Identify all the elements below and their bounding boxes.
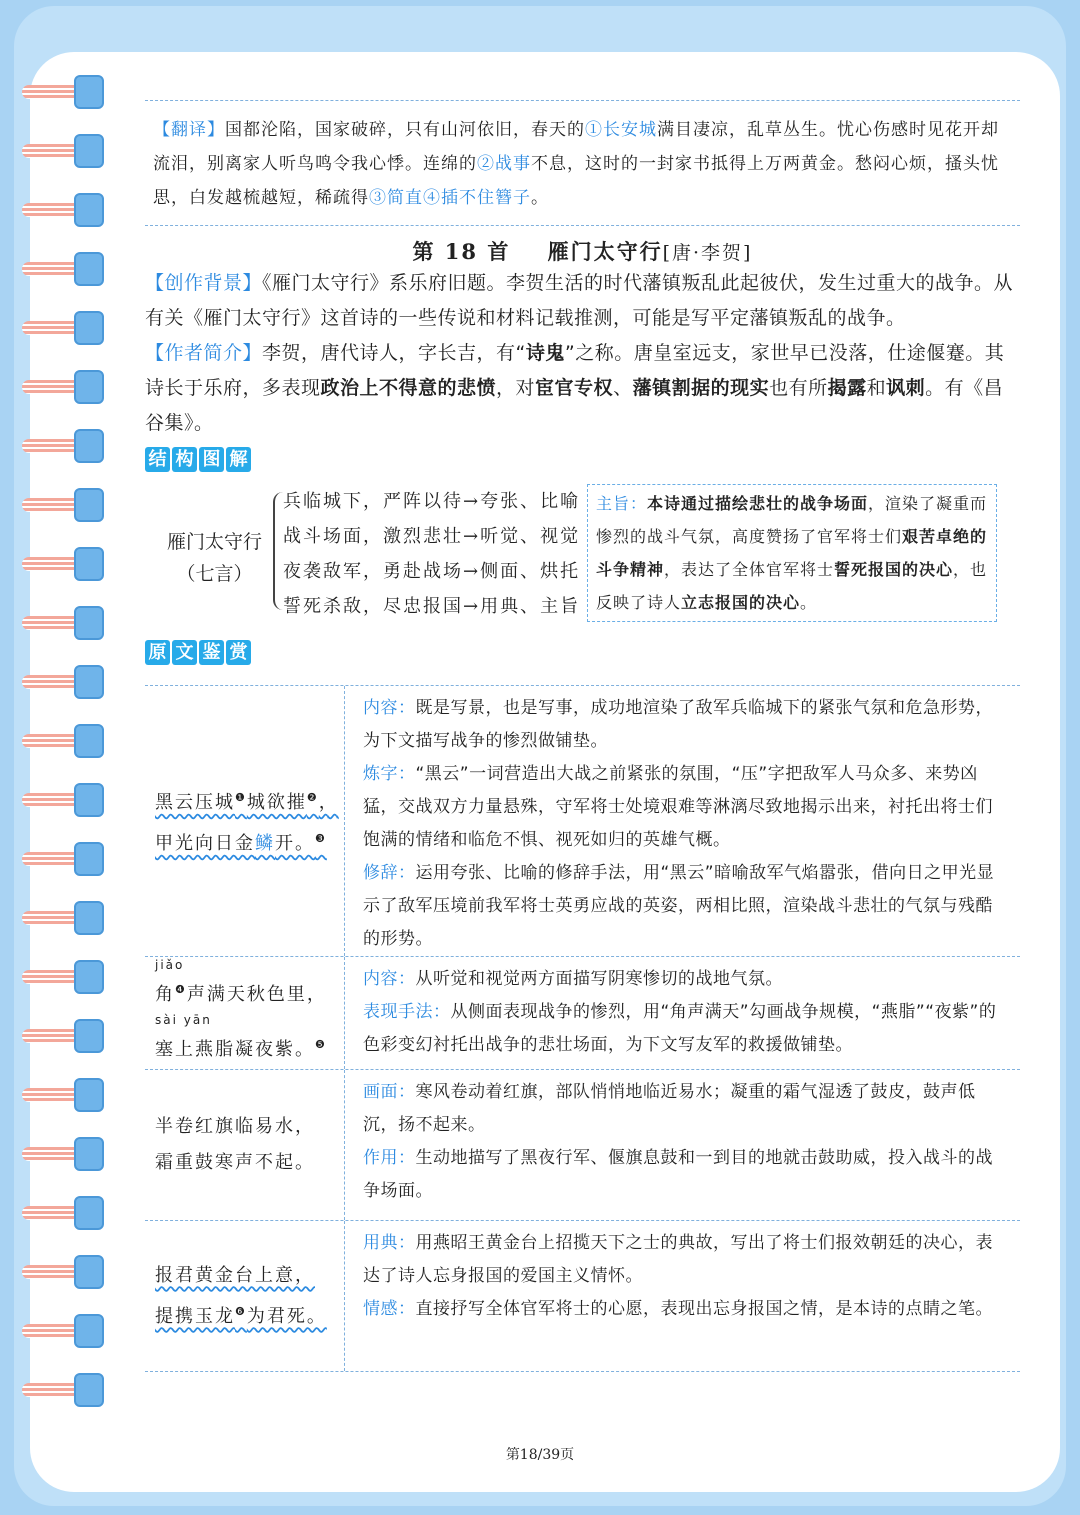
author-bold: 揭露 [827,377,867,399]
author-bold: 诗鬼 [525,342,565,364]
author-text: 。有《昌谷集》。 [145,377,1004,434]
verse-line [155,958,344,1013]
binding-ring [22,134,112,168]
verse-line: 霜重鼓寒声不起。 [155,1152,315,1173]
section-heading-structure [145,447,253,472]
verse-text: 为君死。 [246,1305,327,1327]
author-text: 、 [613,377,633,399]
spiral-binding [22,70,112,1490]
binding-ring [22,429,112,463]
footnote-mark: ❹ [175,983,187,996]
binding-ring [22,1078,112,1112]
author-bold: 宦官专权 [535,377,614,399]
footnote-mark: ❶ [235,791,247,804]
note-item [363,963,1010,996]
author-text: 和 [866,377,887,399]
theme-text: ，渲染了凝重而惨烈的战斗气氛，高度赞扬了官军将士们 [596,494,988,546]
translation-tag: 【翻译】 [153,120,225,140]
binding-ring [22,1019,112,1053]
verse-text: ， [318,792,339,813]
verse-line [155,1294,344,1335]
translation-note: ①长安城 [585,120,657,140]
binding-ring [22,547,112,581]
binding-ring [22,311,112,345]
binding-ring [22,783,112,817]
theme-text: ，表达了全体官军将士 [664,560,835,579]
note-tag: 内容： [363,969,416,989]
theme-bold: 誓死报国的决心 [834,560,954,579]
binding-ring [22,193,112,227]
heading-char: 结 [145,447,170,472]
note-text: 用燕昭王黄金台上招揽天下之士的典故，写出了将士们报效朝廷的决心，表达了诗人忘身报国的爱国主义情怀。 [363,1233,993,1286]
structure-line: 誓死杀敌，尽忠报国→用典、主旨 [283,596,581,617]
ring-hole [74,311,104,345]
appreciation-row [145,957,1020,1070]
appreciation-row [145,1221,1020,1372]
author-text: 也有所 [769,377,828,399]
author-text: ，对 [496,377,536,399]
verse-line [155,821,344,862]
heading-char: 图 [199,447,224,472]
author-text: ”之称。唐皇室远支，家世早已没落，仕途偃蹇。其诗长于乐府，多表现 [145,342,1005,399]
ring-hole [74,842,104,876]
structure-diagram [145,484,1020,634]
verse-cell [145,1070,345,1220]
ring-hole [74,783,104,817]
verse-cell [145,686,345,956]
verse-text: 甲光向日金 [155,833,255,854]
verse-cell [145,1221,345,1371]
author-tag: 【作者简介】 [145,342,263,364]
ring-hole [74,1078,104,1112]
ring-hole [74,1196,104,1230]
ring-hole [74,193,104,227]
translation-block [145,101,1020,225]
structure-line: 夜袭敌军，勇赴战场→侧面、烘托 [283,561,581,582]
binding-ring [22,901,112,935]
note-tag: 修辞： [363,863,416,883]
heading-char: 赏 [226,640,251,665]
note-item [363,1227,1010,1293]
ring-hole [74,665,104,699]
ring-hole [74,488,104,522]
translation-note: ②战事 [477,154,531,174]
theme-text: 。 [800,593,818,612]
structure-line: 战斗场面，激烈悲壮→听觉、视觉 [283,526,581,547]
appreciation-row [145,1070,1020,1221]
background-tag: 【创作背景】 [145,272,263,294]
theme-bold: 立志报国的决心 [681,593,801,612]
section-heading-appreciation [145,640,253,665]
poem-name: 雁门太守行 [547,239,663,264]
poem-title [145,236,1020,266]
ring-hole [74,606,104,640]
translation-text: 不息，这时的一封家书抵得上万两黄金。愁闷心烦，搔头忧思，白发越梳越短，稀疏得 [153,154,999,208]
binding-ring [22,252,112,286]
ring-hole [74,1255,104,1289]
ring-hole [74,429,104,463]
binding-ring [22,370,112,404]
page-number: 第18/39页 [505,1447,575,1463]
note-item [363,692,1010,758]
note-tag: 画面： [363,1082,416,1102]
divider [145,225,1020,226]
binding-ring [22,606,112,640]
note-text: 运用夸张、比喻的修辞手法，用“黑云”暗喻敌军气焰嚣张，借向日之甲光显示了敌军压境前我军将士英勇应战的英姿，两相比照，渲染战斗悲壮的气氛与残酷的形势。 [363,863,995,949]
page-content [145,100,1020,1372]
binding-ring [22,1196,112,1230]
ring-hole [74,547,104,581]
ring-hole [74,1373,104,1407]
pinyin: jiǎo [155,958,185,972]
translation-note: ③简直④插不住簪子 [369,188,531,208]
notes-cell [345,1070,1020,1220]
notes-cell [345,1221,1020,1371]
binding-ring [22,665,112,699]
note-text: 寒风卷动着红旗，部队悄悄地临近易水；凝重的霜气湿透了鼓皮，鼓声低沉，扬不起来。 [363,1082,976,1135]
binding-ring [22,1255,112,1289]
translation-text: 满目凄凉，乱草丛生。忧心伤感时见花开却流泪，别离家人听鸟鸣令我心悸。连绵的 [153,120,999,174]
note-tag: 情感： [363,1299,416,1319]
footnote-mark: ❸ [315,832,327,845]
verse-text: 塞上燕脂凝夜紫。 [155,1039,315,1060]
footnote-mark: ❻ [235,1304,247,1318]
heading-char: 原 [145,640,170,665]
background-paragraph [145,266,1020,336]
verse-text: 声满天秋色里， [186,984,327,1005]
author-text: 李贺，唐代诗人，字长吉，有“ [262,342,526,364]
binding-ring [22,960,112,994]
author-bold: 政治上不得意的悲愤 [320,377,497,399]
heading-char: 文 [172,640,197,665]
note-text: 从听觉和视觉两方面描写阴寒惨切的战地气氛。 [415,969,783,989]
ring-hole [74,724,104,758]
theme-tag: 主旨： [596,494,648,513]
binding-ring [22,75,112,109]
note-text: 直接抒写全体官军将士的心愿，表现出忘身报国之情，是本诗的点睛之笔。 [415,1299,993,1319]
note-item [363,758,1010,857]
structure-line: 兵临城下，严阵以待→夸张、比喻 [283,491,581,512]
note-text: 既是写景，也是写事，成功地渲染了敌军兵临城下的紧张气氛和危急形势，为下文描写战争的惨烈做铺垫。 [363,698,993,751]
ring-hole [74,1019,104,1053]
verse-cell [145,957,345,1069]
structure-lines [283,484,580,624]
note-tag: 内容： [363,698,416,718]
heading-char: 解 [226,447,251,472]
author-bold: 讽刺 [886,377,926,399]
structure-poem-name [167,526,262,590]
background-text: 《雁门太守行》系乐府旧题。李贺生活的时代藩镇叛乱此起彼伏，发生过重大的战争。从有关《雁门太守行》这首诗的一些传说和材料记载推测，可能是写平定藩镇叛乱的战争。 [145,272,1014,329]
verse-text: 城欲摧 [246,792,307,813]
binding-ring [22,1314,112,1348]
note-item [363,857,1010,956]
translation-text: 国都沦陷，国家破碎，只有山河依旧，春天的 [225,120,585,140]
ring-hole [74,134,104,168]
notes-cell [345,957,1020,1069]
verse-text: 角 [155,984,175,1005]
brace [273,492,283,610]
ring-hole [74,901,104,935]
appreciation-row [145,686,1020,957]
verse-text: 提携玉龙 [155,1305,235,1327]
footnote-mark: ❷ [306,791,319,804]
heading-char: 鉴 [199,640,224,665]
ring-hole [74,960,104,994]
note-item [363,1142,1010,1208]
note-item [363,996,1010,1062]
verse-text: 黑云压城 [155,792,235,813]
note-tag: 用典： [363,1233,416,1253]
theme-box [587,484,997,622]
pinyin: sài yān [155,1013,212,1027]
note-tag: 表现手法： [363,1002,451,1022]
verse-keyword: 鳞 [255,833,275,854]
note-text: 从侧面表现战争的惨烈，用“角声满天”勾画战争规模，“燕脂”“夜紫”的色彩变幻衬托出战争的悲壮场面，为下文写友军的救援做铺垫。 [363,1002,997,1055]
heading-char: 构 [172,447,197,472]
binding-ring [22,488,112,522]
theme-text: ，也反映了诗人 [596,560,988,612]
note-tag: 炼字： [363,764,416,784]
note-item [363,1293,1010,1326]
ring-hole [74,1314,104,1348]
poem-author: [唐·李贺] [662,242,753,264]
ring-hole [74,1137,104,1171]
note-item [363,1076,1010,1142]
verse-line [155,780,344,821]
structure-title: 雁门太守行 [167,531,263,553]
notes-cell [345,686,1020,956]
note-text: 生动地描写了黑夜行军、偃旗息鼓和一到目的地就击鼓助威，投入战斗的战争场面。 [363,1148,993,1201]
theme-bold: 本诗通过描绘悲壮的战争场面 [647,494,869,513]
poem-number: 第 18 首 [412,239,511,264]
author-bold: 藩镇割据的现实 [632,377,770,399]
binding-ring [22,724,112,758]
note-text: “黑云”一词营造出大战之前紧张的氛围，“压”字把敌军人马众多、来势凶猛，交战双方力量悬殊，守军将士处境艰难等淋漓尽致地揭示出来，衬托出将士们饱满的情绪和临危不惧、视死如归的英雄气概。 [363,764,993,850]
footnote-mark: ❺ [315,1038,327,1051]
verse-line: 报君黄金台上意， [155,1264,315,1286]
binding-ring [22,842,112,876]
ring-hole [74,370,104,404]
verse-line: 半卷红旗临易水， [155,1116,315,1137]
ring-hole [74,75,104,109]
theme-bold: 艰苦卓绝的斗争精神 [596,527,988,579]
binding-ring [22,1373,112,1407]
verse-line [155,1013,344,1068]
binding-ring [22,1137,112,1171]
note-tag: 作用： [363,1148,416,1168]
translation-text: 。 [531,188,549,208]
author-paragraph [145,336,1020,441]
ring-hole [74,252,104,286]
structure-form: （七言） [176,563,253,585]
verse-text: 开。 [275,833,315,854]
